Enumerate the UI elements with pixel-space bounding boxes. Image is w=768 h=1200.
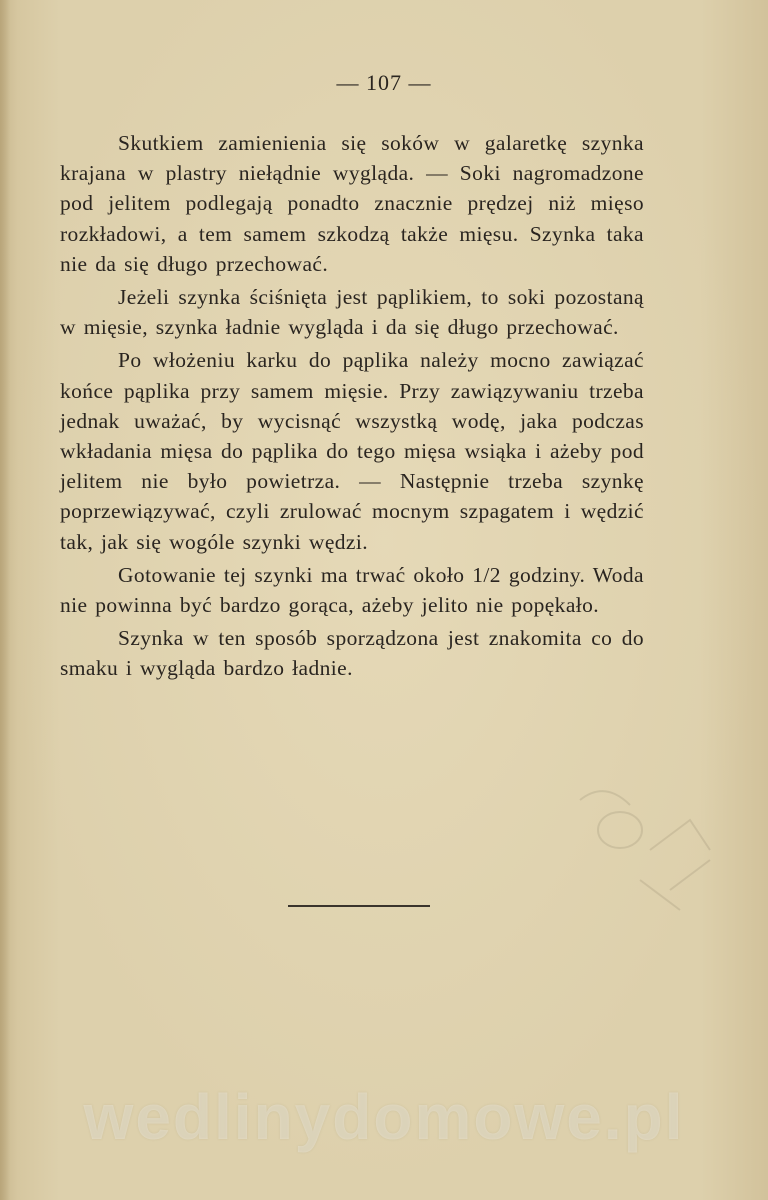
- page-number: — 107 —: [336, 70, 432, 95]
- paragraph-2: Jeżeli szynka ściśnięta jest pąplikiem, to soki pozostaną w mięsie, szynka ładnie wygląda i da się długo przechować.: [60, 285, 644, 340]
- body-text: [60, 128, 644, 684]
- paragraph-3: Po włożeniu karku do pąplika należy mocno zawiązać końce pąplika przy samem mięsie. Przy zawiązywaniu trzeba jednak uważać, by wycisnąć wszystką wodę, jaka podczas wkładania mięsa do pąplika do tego mięsa wsiąka i ażeby pod jelitem nie było powietrza. — Następnie trzeba szynkę poprzewiązywać, czyli zrulować mocnym szpagatem i wędzić tak, jak się wogóle szynki wędzi.: [60, 348, 644, 554]
- watermark-text: wedlinydomowe.pl: [83, 1081, 685, 1153]
- watermark: [0, 1080, 768, 1154]
- paragraph-4: Gotowanie tej szynki ma trwać około 1/2 godziny. Woda nie powinna być bardzo gorąca, ażeby jelito nie popękało.: [60, 562, 644, 618]
- paragraph-1: Skutkiem zamienienia się soków w galaretkę szynka krajana w plastry niełądnie wygląda. — Soki nagromadzone pod jelitem podlegają ponadto znacznie prędzej niż mięso rozkładowi, a tem samem szkodzą także mięsu. Szynka taka nie da się długo przechować.: [60, 131, 644, 276]
- end-rule: [288, 905, 430, 907]
- paragraph-5: Szynka w ten sposób sporządzona jest znakomita co do smaku i wygląda bardzo ładnie.: [60, 626, 644, 681]
- binding-edge: [0, 0, 10, 1200]
- faint-stamp-mark: [560, 760, 730, 920]
